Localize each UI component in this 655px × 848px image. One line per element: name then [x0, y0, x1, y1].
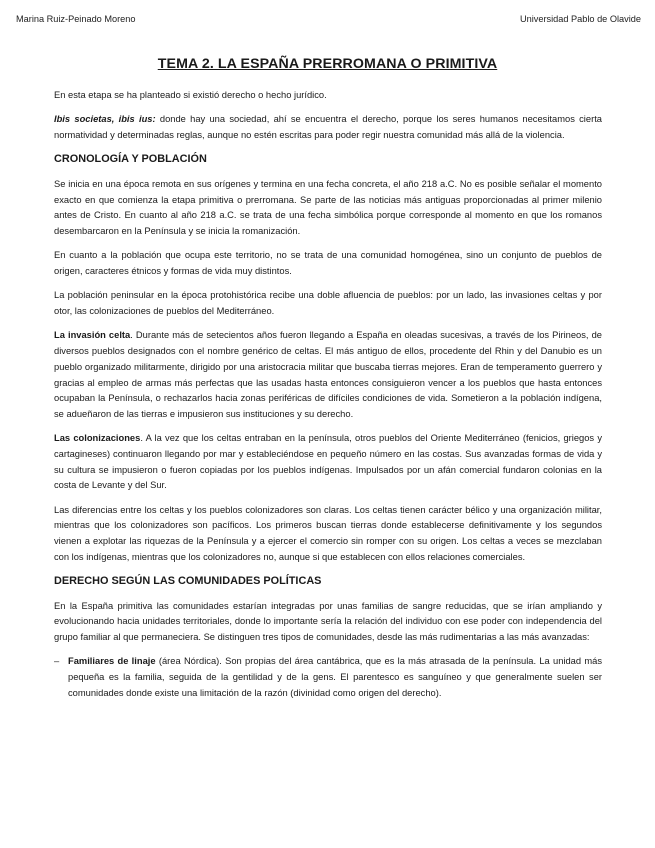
section-heading-cronologia: CRONOLOGÍA Y POBLACIÓN [54, 153, 207, 166]
intro-paragraph: En esta etapa se ha planteado si existió derecho o hecho jurídico. [54, 90, 327, 100]
paragraph-comunidades: En la España primitiva las comunidades estarían integradas por unas familias de sangre reducidas, que se irían ampliando y evolucionando hacia unidades territoriales, donde lo importante sería la relación del individuo con ese poder con independencia del grupo familiar al que permaneciera. Se distinguen tres tipos de comunidades, desde las más rudimentarias a las más avanzadas: [54, 600, 602, 643]
paragraph-invasion-celta [54, 328, 602, 422]
maxim-text: donde hay una sociedad, ahí se encuentra el derecho, porque los seres humanos necesitamos cierta normatividad y determinadas reglas, aunque no estén escritas para poder regir nuestra comunidad más allá de la violencia. [54, 114, 602, 140]
paragraph-colonizaciones [54, 431, 602, 494]
colonizaciones-text: . A la vez que los celtas entraban en la península, otros pueblos del Oriente Mediterráneo (fenicios, griegos y cartagineses) continuaron llegando por mar y estableciéndose en pequeño número en las costas. Sus avanzadas formas de vida y su cultura se impusieron o fueron copiadas por los pueblos indígenas. Impulsados por un afán comercial fundaron colonias en la costa de Levante y del Sur. [54, 433, 602, 491]
list-item [54, 654, 602, 701]
dash-bullet: – [54, 656, 60, 667]
invasion-celta-text: . Durante más de setecientos años fueron llegando a España en oleadas sucesivas, a través de los Pirineos, de diversos pueblos designados con el nombre genérico de celtas. El más antiguo de ellos, procedente del Rhin y del Danubio es un pueblo organizado militarmente, dirigido por una aristocracia militar que buscaba tierras mejores. Eran de temperamento guerrero y gracias al empleo de armas más perfectas que las usadas hasta entonces consiguieron vencer a los pueblos que hasta entonces ocupaban la Península, o rechazarlos hacia zonas periféricas de difíciles condiciones de vida. Sometieron a la población indígena, se adueñaron de las tierras e impusieron sus instituciones y su derecho. [54, 330, 602, 419]
invasion-celta-lead: La invasión celta [54, 330, 131, 341]
page-header [16, 14, 641, 28]
document-body [54, 88, 602, 702]
header-institution: Universidad Pablo de Olavide [519, 14, 641, 24]
paragraph-cronologia: Se inicia en una época remota en sus orígenes y termina en una fecha concreta, el año 218 a.C. No es posible señalar el momento exacto en que comienza la etapa primitiva o prerromana. Se parte de las noticias más antiguas proporcionadas al primer milenio antes de Cristo. En cuanto al año 218 a.C. se trata de una fecha simbólica porque corresponde al momento en que los romanos desembarcaron en la Península y se inicia la romanización. [54, 179, 602, 237]
header-author: Marina Ruiz-Peinado Moreno [16, 14, 136, 24]
paragraph-diferencias: Las diferencias entre los celtas y los pueblos colonizadores son claras. Los celtas tienen carácter bélico y una organización militar, mientras que los colonizadores son pacíficos. Los primeros buscan tierras donde establecerse definitivamente y los segundos vienen a explotar las riquezas de la Península y a ejercer el comercio sin romper con su origen. Los celtas a veces se mezclaban con los indígenas, mientras que los colonizadores no, aunque si que establecen con ellos relaciones comerciales. [54, 504, 602, 562]
maxim-lead: Ibis societas, ibis ius: [54, 114, 156, 125]
list-item-lead: Familiares de linaje [68, 656, 156, 667]
paragraph-afluencia: La población peninsular en la época protohistórica recibe una doble afluencia de pueblos: por un lado, las invasiones celtas y por otor, las colonizaciones de pueblos del Mediterráneo. [54, 290, 602, 317]
paragraph-poblacion: En cuanto a la población que ocupa este territorio, no se trata de una comunidad homogénea, sino un conjunto de pueblos de origen, caracteres étnicos y formas de vida muy distintos. [54, 250, 602, 277]
list-item-text: (área Nórdica). Son propias del área cantábrica, que es la más atrasada de la península. La unidad más pequeña es la familia, seguida de la gentilidad y de la gens. El parentesco es sanguíneo y que generalmente suelen ser comunidades donde existe una limitación de la razón (divinidad como origen del derecho). [68, 656, 602, 698]
colonizaciones-lead: Las colonizaciones [54, 433, 141, 444]
section-heading-derecho: DERECHO SEGÚN LAS COMUNIDADES POLÍTICAS [54, 575, 322, 588]
page-title: TEMA 2. LA ESPAÑA PRERROMANA O PRIMITIVA [157, 56, 498, 72]
intro-maxim-paragraph [54, 112, 602, 143]
community-types-list [54, 654, 602, 701]
